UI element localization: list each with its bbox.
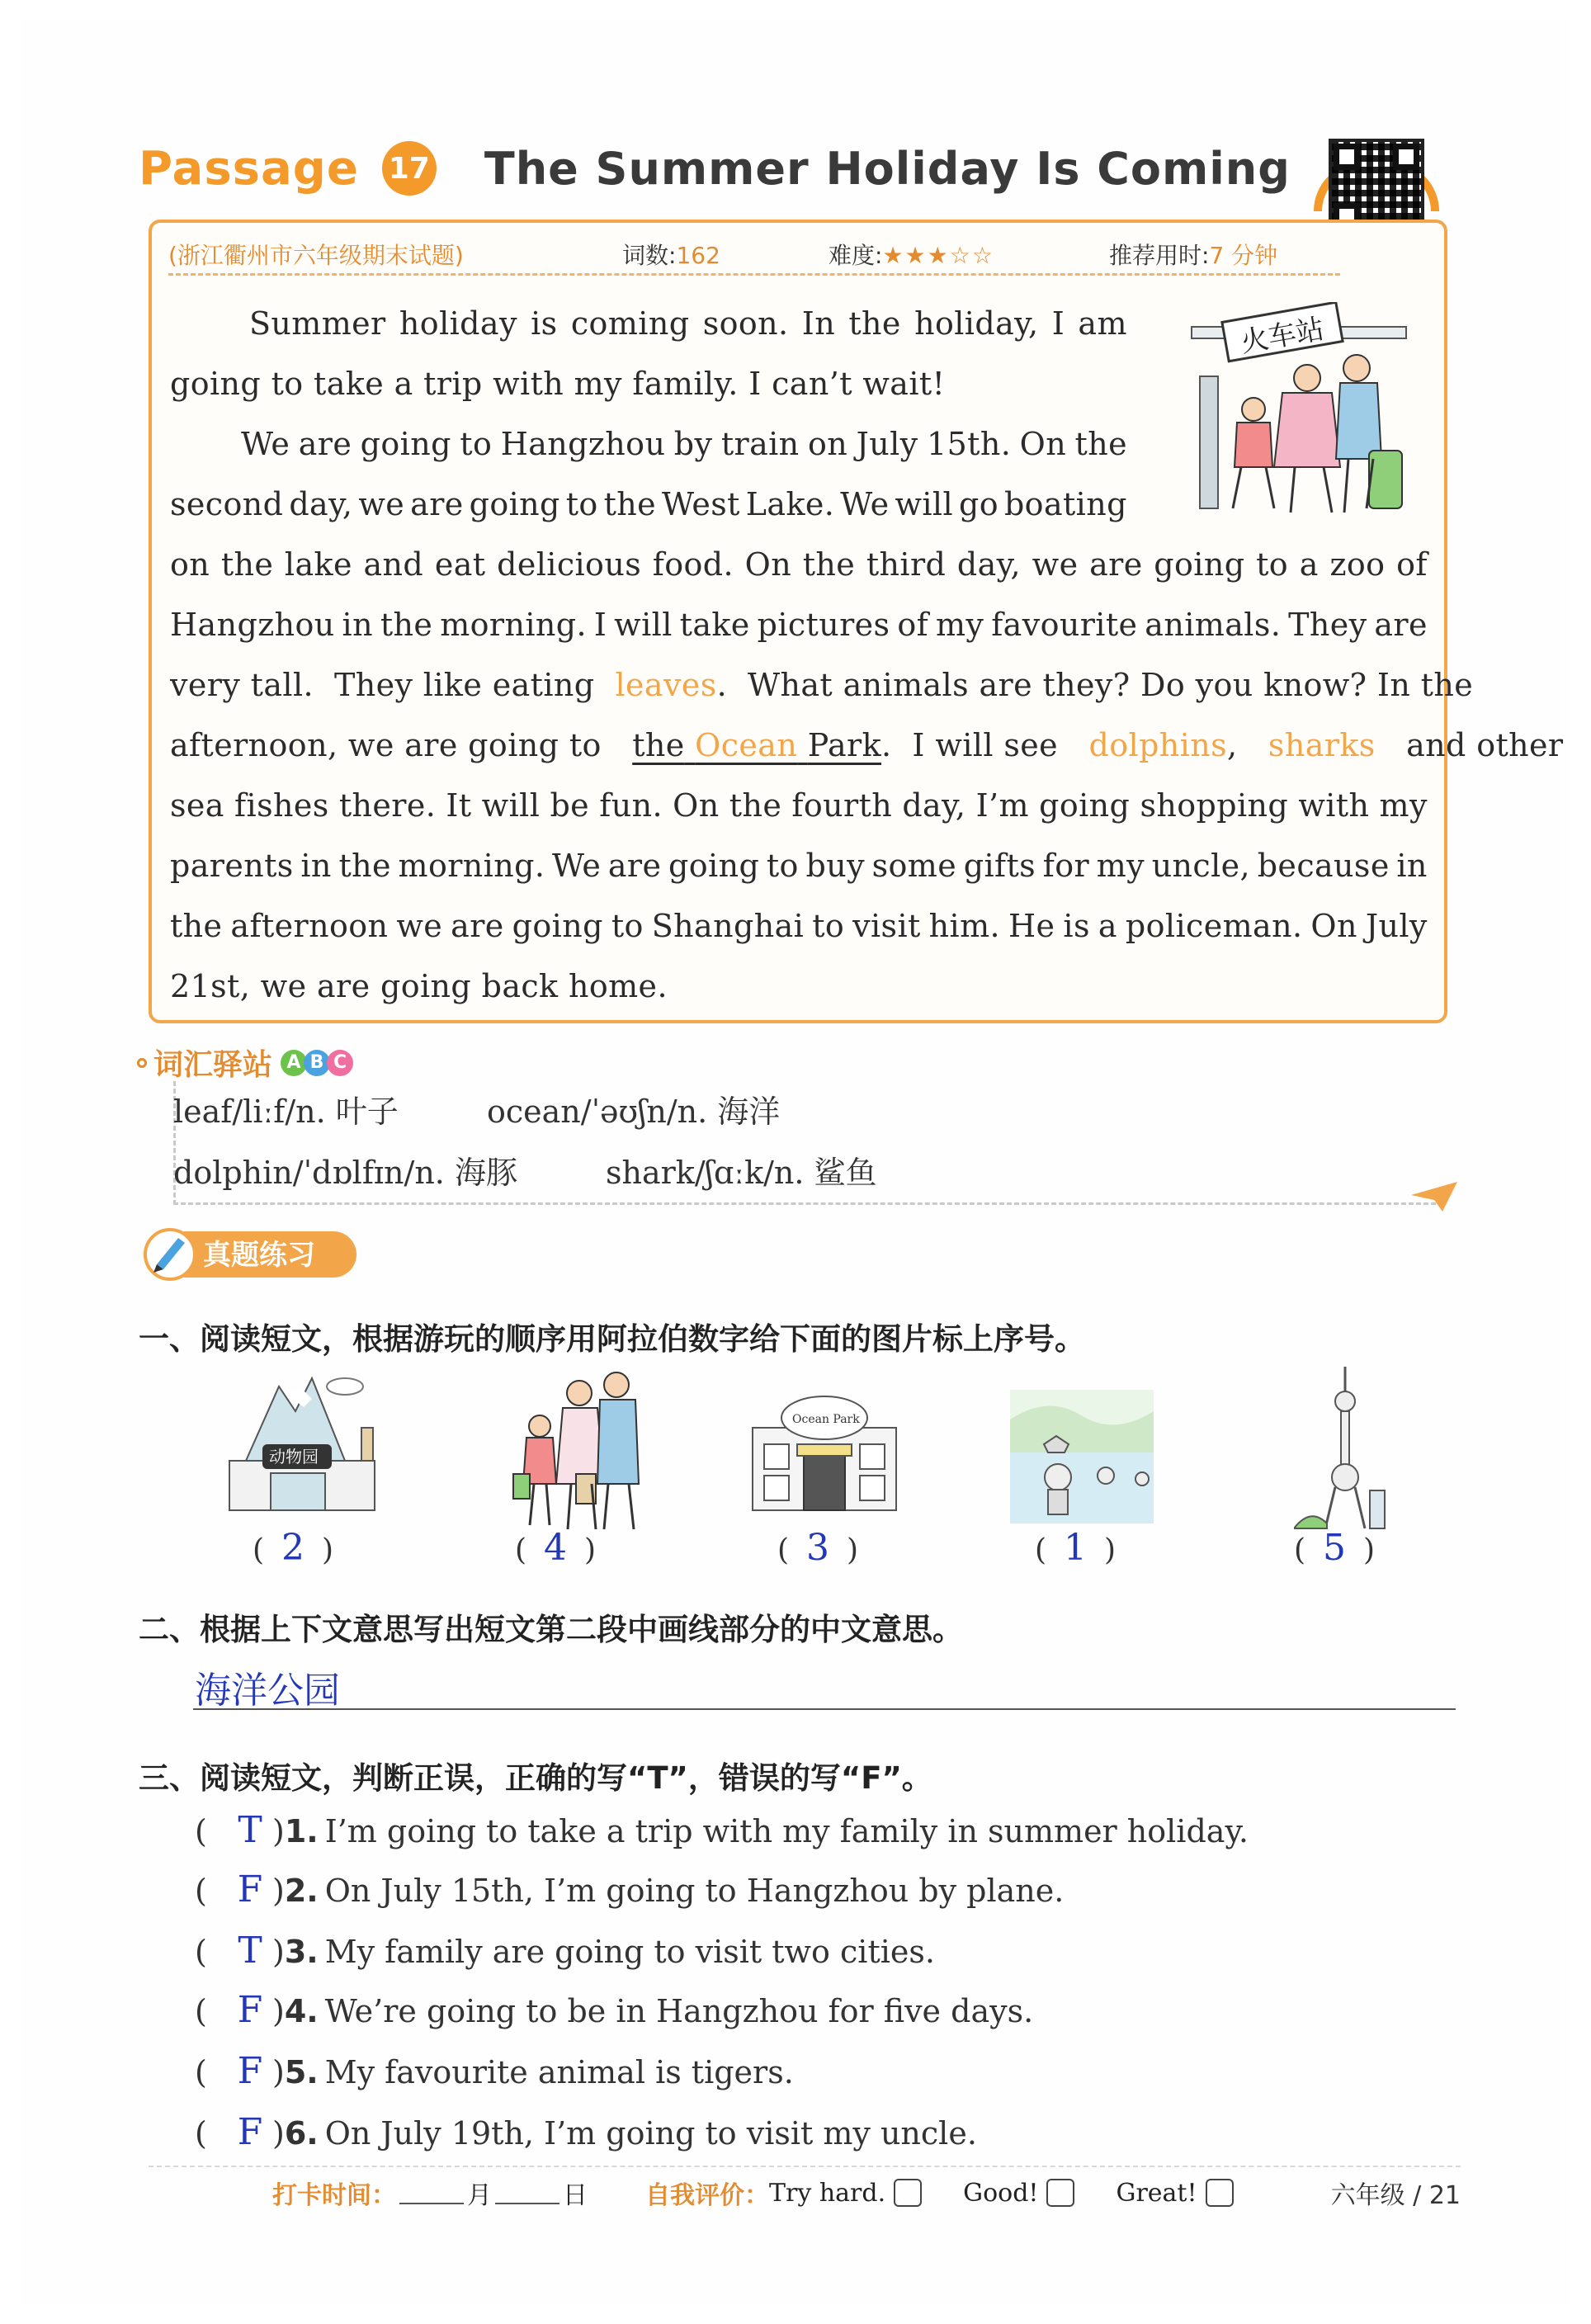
passage-word: eat <box>434 546 486 583</box>
passage-text <box>170 294 1564 1017</box>
tf-item: ( F ) 6. On July 19th, I’m going to visit my uncle. <box>195 2111 977 2153</box>
good-checkbox[interactable] <box>1046 2179 1074 2207</box>
passage-word: the <box>848 305 901 342</box>
passage-word: Lake. <box>745 486 835 522</box>
passage-number-badge: 17 <box>382 141 437 196</box>
passage-word: in <box>342 607 373 643</box>
passage-word: He <box>1008 908 1055 944</box>
passage-word: take <box>679 607 750 643</box>
vocab-item: shark/ʃɑːk/n. 鲨鱼 <box>606 1155 877 1191</box>
tf-item: ( T ) 3. My family are going to visit two cities. <box>195 1930 935 1972</box>
passage-line: very tall. They like eating leaves . What animals are they? Do you know? In the <box>170 655 1428 716</box>
passage-word: will <box>895 486 954 522</box>
passage-word: going <box>469 486 560 522</box>
tf-item: ( F ) 2. On July 15th, I’m going to Hangzhou by plane. <box>195 1868 1065 1911</box>
passage-word: third <box>866 546 947 583</box>
question-2-answer[interactable]: 海洋公园 <box>195 1670 340 1712</box>
passage-word: going <box>512 908 603 944</box>
question-1-title: 一、阅读短文，根据游玩的顺序用阿拉伯数字给下面的图片标上序号。 <box>139 1321 1085 1357</box>
grade-page-number: 六年级 / 21 <box>1330 2181 1461 2210</box>
passage-word: buy <box>805 848 865 884</box>
passage-line: going to take a trip with my family. I can’t wait! <box>170 366 946 402</box>
vocab-item: dolphin/ˈdɒlfɪn/n. 海豚 <box>173 1155 517 1191</box>
passage-word: soon. <box>702 305 789 342</box>
passage-word: am <box>1078 305 1127 342</box>
answer-slot-5[interactable]: ( 5 ) <box>1294 1527 1376 1569</box>
answer-slot-1[interactable]: ( 2 ) <box>253 1527 334 1569</box>
passage-line <box>170 836 1428 896</box>
passage-word: the <box>729 787 782 824</box>
passage-word: are <box>410 486 464 522</box>
tf-item: ( F ) 4. We’re going to be in Hangzhou for five days. <box>195 1989 1034 2031</box>
passage-word: to <box>565 486 598 522</box>
abc-icon: A B C <box>281 1050 350 1076</box>
passage-word: the <box>338 848 391 884</box>
passage-word: delicious <box>497 546 642 583</box>
difficulty: 难度:★★★☆☆ <box>829 241 994 269</box>
passage-word: going <box>360 426 451 462</box>
passage-word: morning. <box>398 848 545 884</box>
svg-text:真题练习: 真题练习 <box>203 1239 315 1272</box>
passage-word: 15th. <box>927 426 1012 462</box>
passage-word: fishes <box>234 787 329 824</box>
passage-word: are <box>1374 607 1428 643</box>
passage-word: is <box>1063 908 1090 944</box>
checkin-label: 打卡时间： <box>272 2181 396 2210</box>
passage-word: on <box>808 426 848 462</box>
passage-word: policeman. <box>1125 908 1303 944</box>
zoo-picture <box>221 1362 383 1527</box>
paper-plane-icon <box>1409 1179 1459 1215</box>
passage-word: the <box>380 607 433 643</box>
passage-word: the <box>802 546 856 583</box>
passage-line: 21st, we are going back home. <box>170 968 668 1004</box>
passage-word: pictures <box>757 607 890 643</box>
passage-word: going <box>1039 787 1131 824</box>
passage-line: afternoon, we are going to the Ocean Park . I will see dolphins , sharks and other <box>170 716 1428 776</box>
answer-slot-2[interactable]: ( 4 ) <box>515 1527 597 1569</box>
answer-slot-3[interactable]: ( 3 ) <box>777 1527 859 1569</box>
self-eval-label: 自我评价： <box>645 2181 769 2210</box>
practice-banner <box>139 1225 361 1282</box>
passage-header <box>139 135 1291 201</box>
passage-word: Hangzhou <box>170 607 335 643</box>
question-3-title: 三、阅读短文，判断正误，正确的写“T”，错误的写“F”。 <box>139 1760 932 1796</box>
passage-word: We <box>551 848 602 884</box>
passage-word: I’m <box>975 787 1029 824</box>
passage-word: are <box>298 426 352 462</box>
passage-line <box>170 595 1428 655</box>
passage-word: fourth <box>791 787 893 824</box>
passage-word: of <box>897 607 929 643</box>
passage-word: the <box>1074 426 1127 462</box>
passage-word: I <box>593 607 607 643</box>
passage-word: to <box>611 908 644 944</box>
passage-word: afternoon <box>230 908 389 944</box>
passage-word: my <box>935 607 984 643</box>
passage-word: favourite <box>991 607 1138 643</box>
passage-word: a <box>1299 546 1319 583</box>
passage-word: uncle, <box>1151 848 1251 884</box>
page-footer: 打卡时间： 月 日 自我评价： Try hard. Good! Great! 六年级 / 21 <box>149 2166 1461 2218</box>
passage-word: It <box>446 787 472 824</box>
great-checkbox[interactable] <box>1206 2179 1234 2207</box>
passage-word: to <box>460 426 493 462</box>
passage-word: food. <box>652 546 734 583</box>
passage-word: the <box>170 908 223 944</box>
passage-word: my <box>1096 848 1145 884</box>
passage-word: him. <box>928 908 1000 944</box>
passage-word: morning. <box>440 607 587 643</box>
passage-word: there. <box>338 787 437 824</box>
passage-word: visit <box>852 908 921 944</box>
passage-word: I <box>1051 305 1065 342</box>
passage-line <box>170 294 1127 354</box>
passage-word: day, <box>956 546 1021 583</box>
word-count: 词数:162 <box>622 241 720 269</box>
passage-word: day, <box>289 486 353 522</box>
recommended-time: 推荐用时:7 分钟 <box>1109 241 1278 269</box>
passage-word: We <box>840 486 890 522</box>
passage-word: coming <box>570 305 690 342</box>
passage-word: will <box>614 607 673 643</box>
passage-word: in <box>300 848 332 884</box>
vocab-highlight: leaves <box>615 667 717 703</box>
passage-line <box>170 414 1127 475</box>
tf-answer[interactable]: F <box>237 1868 263 1911</box>
passage-label: Passage <box>139 141 359 196</box>
oriental-pearl-tower-picture <box>1294 1367 1393 1532</box>
svg-text:Ocean Park: Ocean Park <box>792 1413 860 1426</box>
passage-word: train <box>720 426 800 462</box>
vocab-item: leaf/liːf/n. 叶子 <box>173 1094 399 1130</box>
svg-text:火车站: 火车站 <box>1238 312 1327 360</box>
passage-meta <box>168 234 1340 276</box>
answer-line <box>193 1708 1456 1710</box>
passage-word: zoo <box>1329 546 1386 583</box>
passage-word: to <box>812 908 845 944</box>
passage-word: On <box>673 787 720 824</box>
passage-word: On <box>744 546 792 583</box>
tf-answer[interactable]: F <box>237 2111 263 2153</box>
passage-word: boating <box>1003 486 1127 522</box>
month-blank[interactable] <box>399 2181 464 2204</box>
bullet-icon <box>137 1058 147 1068</box>
underlined-phrase: the Ocean Park <box>632 727 881 763</box>
passage-word: Shanghai <box>651 908 805 944</box>
passage-word: sea <box>170 787 224 824</box>
passage-word: holiday, <box>914 305 1039 342</box>
passage-word: by <box>673 426 713 462</box>
vocab-highlight: sharks <box>1268 727 1376 763</box>
passage-word: my <box>1379 787 1428 824</box>
passage-word: going <box>668 848 760 884</box>
passage-word: Hangzhou <box>500 426 666 462</box>
passage-word: On <box>1019 426 1067 462</box>
passage-word: we <box>358 486 405 522</box>
passage-word: They <box>1288 607 1367 643</box>
passage-word: second <box>170 486 284 522</box>
passage-word: On <box>1310 908 1357 944</box>
passage-word: July <box>856 426 918 462</box>
passage-word: are <box>451 908 504 944</box>
passage-word: because <box>1257 848 1390 884</box>
passage-word: on <box>170 546 210 583</box>
passage-word: some <box>871 848 957 884</box>
question-2-title: 二、根据上下文意思写出短文第二段中画线部分的中文意思。 <box>139 1612 963 1647</box>
tf-item: ( F ) 5. My favourite animal is tigers. <box>195 2050 794 2092</box>
passage-line <box>170 896 1428 957</box>
passage-word: the <box>603 486 657 522</box>
passage-word: we <box>396 908 443 944</box>
vocab-highlight: dolphins <box>1088 727 1227 763</box>
passage-word: We <box>241 426 290 462</box>
ocean-park-picture <box>744 1386 904 1519</box>
passage-word: fun. <box>599 787 663 824</box>
passage-word: animals. <box>1145 607 1282 643</box>
passage-title: The Summer Holiday Is Coming <box>484 142 1291 195</box>
passage-word: to <box>1256 546 1289 583</box>
passage-word: we <box>1032 546 1079 583</box>
answer-slot-4[interactable]: ( 1 ) <box>1035 1527 1117 1569</box>
passage-word: day, <box>902 787 966 824</box>
day-blank[interactable] <box>495 2181 559 2204</box>
source-text: (浙江衢州市六年级期末试题) <box>168 241 464 269</box>
workbook-page <box>23 20 1568 2304</box>
passage-word: and <box>363 546 424 583</box>
passage-word: for <box>1042 848 1090 884</box>
passage-word: with <box>1298 787 1370 824</box>
tf-answer[interactable]: T <box>238 1809 262 1851</box>
passage-word: Summer <box>249 305 386 342</box>
passage-word: lake <box>284 546 352 583</box>
passage-box <box>149 220 1564 1023</box>
passage-word: to <box>766 848 799 884</box>
svg-text:动物园: 动物园 <box>269 1447 319 1467</box>
passage-word: the <box>220 546 274 583</box>
star-rating-icon: ★★★☆☆ <box>882 241 994 269</box>
shopping-family-picture <box>497 1368 645 1533</box>
passage-line <box>170 776 1428 836</box>
passage-line <box>170 535 1428 595</box>
west-lake-picture <box>1007 1386 1157 1527</box>
passage-word: parents <box>170 848 294 884</box>
passage-word: of <box>1396 546 1428 583</box>
passage-line <box>170 475 1127 535</box>
passage-word: July <box>1365 908 1428 944</box>
passage-word: in <box>1396 848 1428 884</box>
passage-word: going <box>1154 546 1245 583</box>
passage-word: West <box>662 486 740 522</box>
vocab-station-title: 词汇驿站 A B C <box>137 1042 350 1084</box>
passage-word: shopping <box>1140 787 1289 824</box>
tf-item: ( T ) 1. I’m going to take a trip with my family in summer holiday. <box>195 1809 1249 1851</box>
passage-word: In <box>801 305 836 342</box>
vocab-item: ocean/ˈəʊʃn/n. 海洋 <box>487 1094 781 1130</box>
passage-word: gifts <box>963 848 1036 884</box>
tf-answer[interactable]: T <box>238 1930 262 1972</box>
passage-word: holiday <box>399 305 517 342</box>
passage-word: are <box>1089 546 1143 583</box>
passage-word: are <box>607 848 662 884</box>
passage-word: a <box>1098 908 1117 944</box>
passage-word: go <box>958 486 999 522</box>
passage-word: be <box>550 787 590 824</box>
tf-answer[interactable]: F <box>237 2050 263 2092</box>
passage-word: is <box>531 305 558 342</box>
passage-word: will <box>481 787 541 824</box>
try-hard-checkbox[interactable] <box>894 2179 922 2207</box>
tf-answer[interactable]: F <box>237 1989 263 2031</box>
